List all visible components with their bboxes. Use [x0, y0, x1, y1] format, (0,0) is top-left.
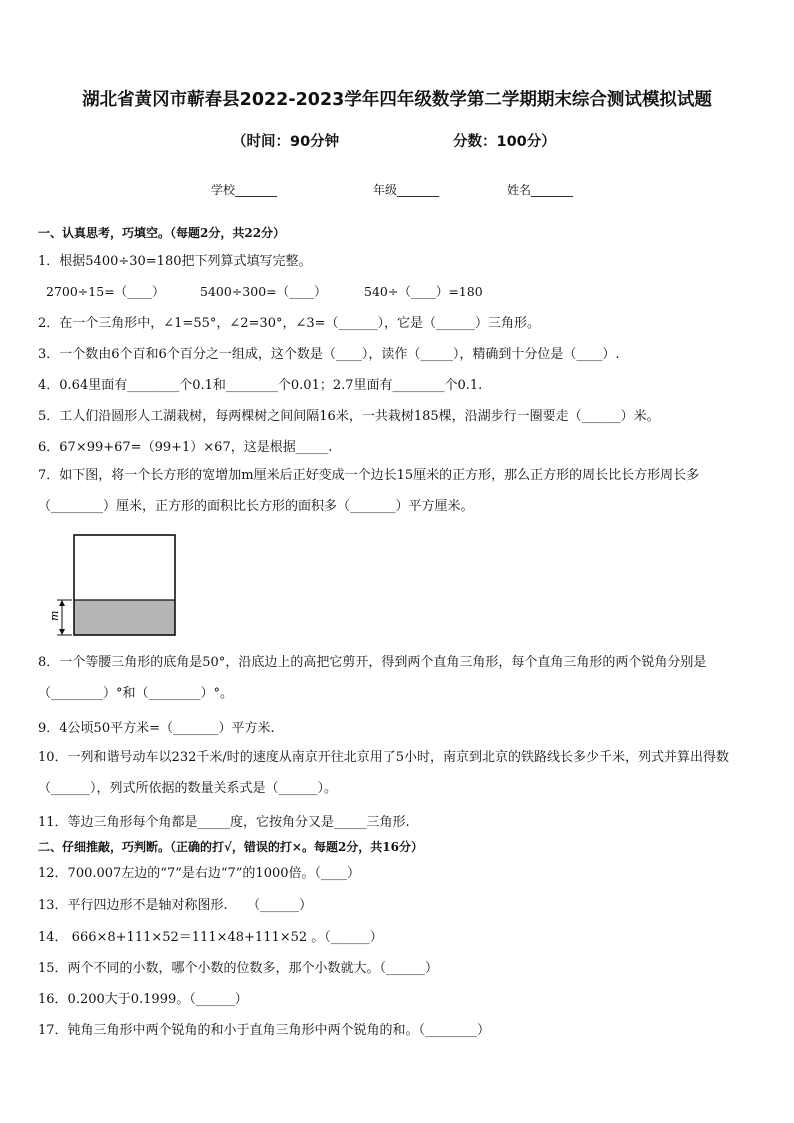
rectangle-figure	[48, 532, 180, 638]
exam-meta	[0, 130, 794, 150]
arrow-down-icon	[59, 629, 65, 635]
time-label: （时间：90分钟	[232, 134, 340, 150]
question-3: 3．一个数由6个百和6个百分之一组成，这个数是（____），读作（_____），精确到十分位是（____）.	[38, 347, 620, 362]
question-2: 2．在一个三角形中，∠1=55°，∠2=30°，∠3=（______），它是（______）三角形。	[38, 316, 541, 331]
question-6: 6．67×99+67=（99+1）×67，这是根据_____.	[38, 440, 333, 455]
score-label: 分数：100分）	[453, 134, 556, 150]
school-field[interactable]: 学校_______	[211, 183, 278, 197]
student-info	[0, 181, 794, 201]
question-16: 16．0.200大于0.1999。（______）	[38, 992, 248, 1007]
question-10: 10．一列和谐号动车以232千米/时的速度从南京开往北京用了5小时，南京到北京的铁路线长多少千米，列式并算出得数（______），列式所依据的数量关系式是（______）。	[38, 750, 730, 796]
question-5: 5．工人们沿圆形人工湖栽树，每两棵树之间间隔16米，一共栽树185棵，沿湖步行一圈要走（______）米。	[38, 409, 660, 424]
question-1: 1．根据5400÷30=180把下列算式填写完整。	[38, 254, 312, 269]
arrow-up-icon	[59, 600, 65, 606]
question-11: 11．等边三角形每个角都是_____度，它按角分又是_____三角形.	[38, 815, 410, 830]
name-field[interactable]: 姓名_______	[507, 183, 574, 197]
question-17: 17．钝角三角形中两个锐角的和小于直角三角形中两个锐角的和。（________）	[38, 1023, 491, 1038]
section-heading-fill-in: 一、认真思考，巧填空。（每题2分，共22分）	[38, 226, 286, 240]
question-1-part-b: 5400÷300=（____）	[200, 284, 327, 299]
question-1-part-c: 540÷（____）=180	[364, 284, 483, 299]
question-8: 8．一个等腰三角形的底角是50°，沿底边上的高把它剪开，得到两个直角三角形，每个直角三角形的两个锐角分别是（________）°和（________）°。	[38, 655, 707, 701]
question-12: 12．700.007左边的“7”是右边“7”的1000倍。（____）	[38, 866, 361, 881]
question-15: 15．两个不同的小数，哪个小数的位数多，那个小数就大。（______）	[38, 961, 439, 976]
section-heading-true-false: 二、仔细推敲，巧判断。（正确的打√，错误的打×。每题2分，共16分）	[38, 840, 423, 854]
question-7: 7．如下图，将一个长方形的宽增加m厘米后正好变成一个边长15厘米的正方形，那么正方形的周长比长方形周长多（________）厘米，正方形的面积比长方形的面积多（_______）平方厘米。	[38, 468, 700, 514]
shaded-extension	[74, 600, 175, 635]
question-14: 14． 666×8+111×52＝111×48+111×52 。（______）	[38, 930, 383, 945]
question-4: 4．0.64里面有________个0.1和________个0.01；2.7里面有________个0.1.	[38, 378, 483, 393]
question-1-part-a: 2700÷15=（____）	[46, 284, 165, 299]
page-title: 湖北省黄冈市蕲春县2022-2023学年四年级数学第二学期期末综合测试模拟试题	[82, 90, 712, 110]
grade-field[interactable]: 年级_______	[373, 183, 440, 197]
question-9: 9．4公顷50平方米=（_______）平方米.	[38, 721, 275, 736]
question-13: 13．平行四边形不是轴对称图形. （______）	[38, 898, 313, 913]
dimension-label-m: m	[48, 610, 61, 621]
